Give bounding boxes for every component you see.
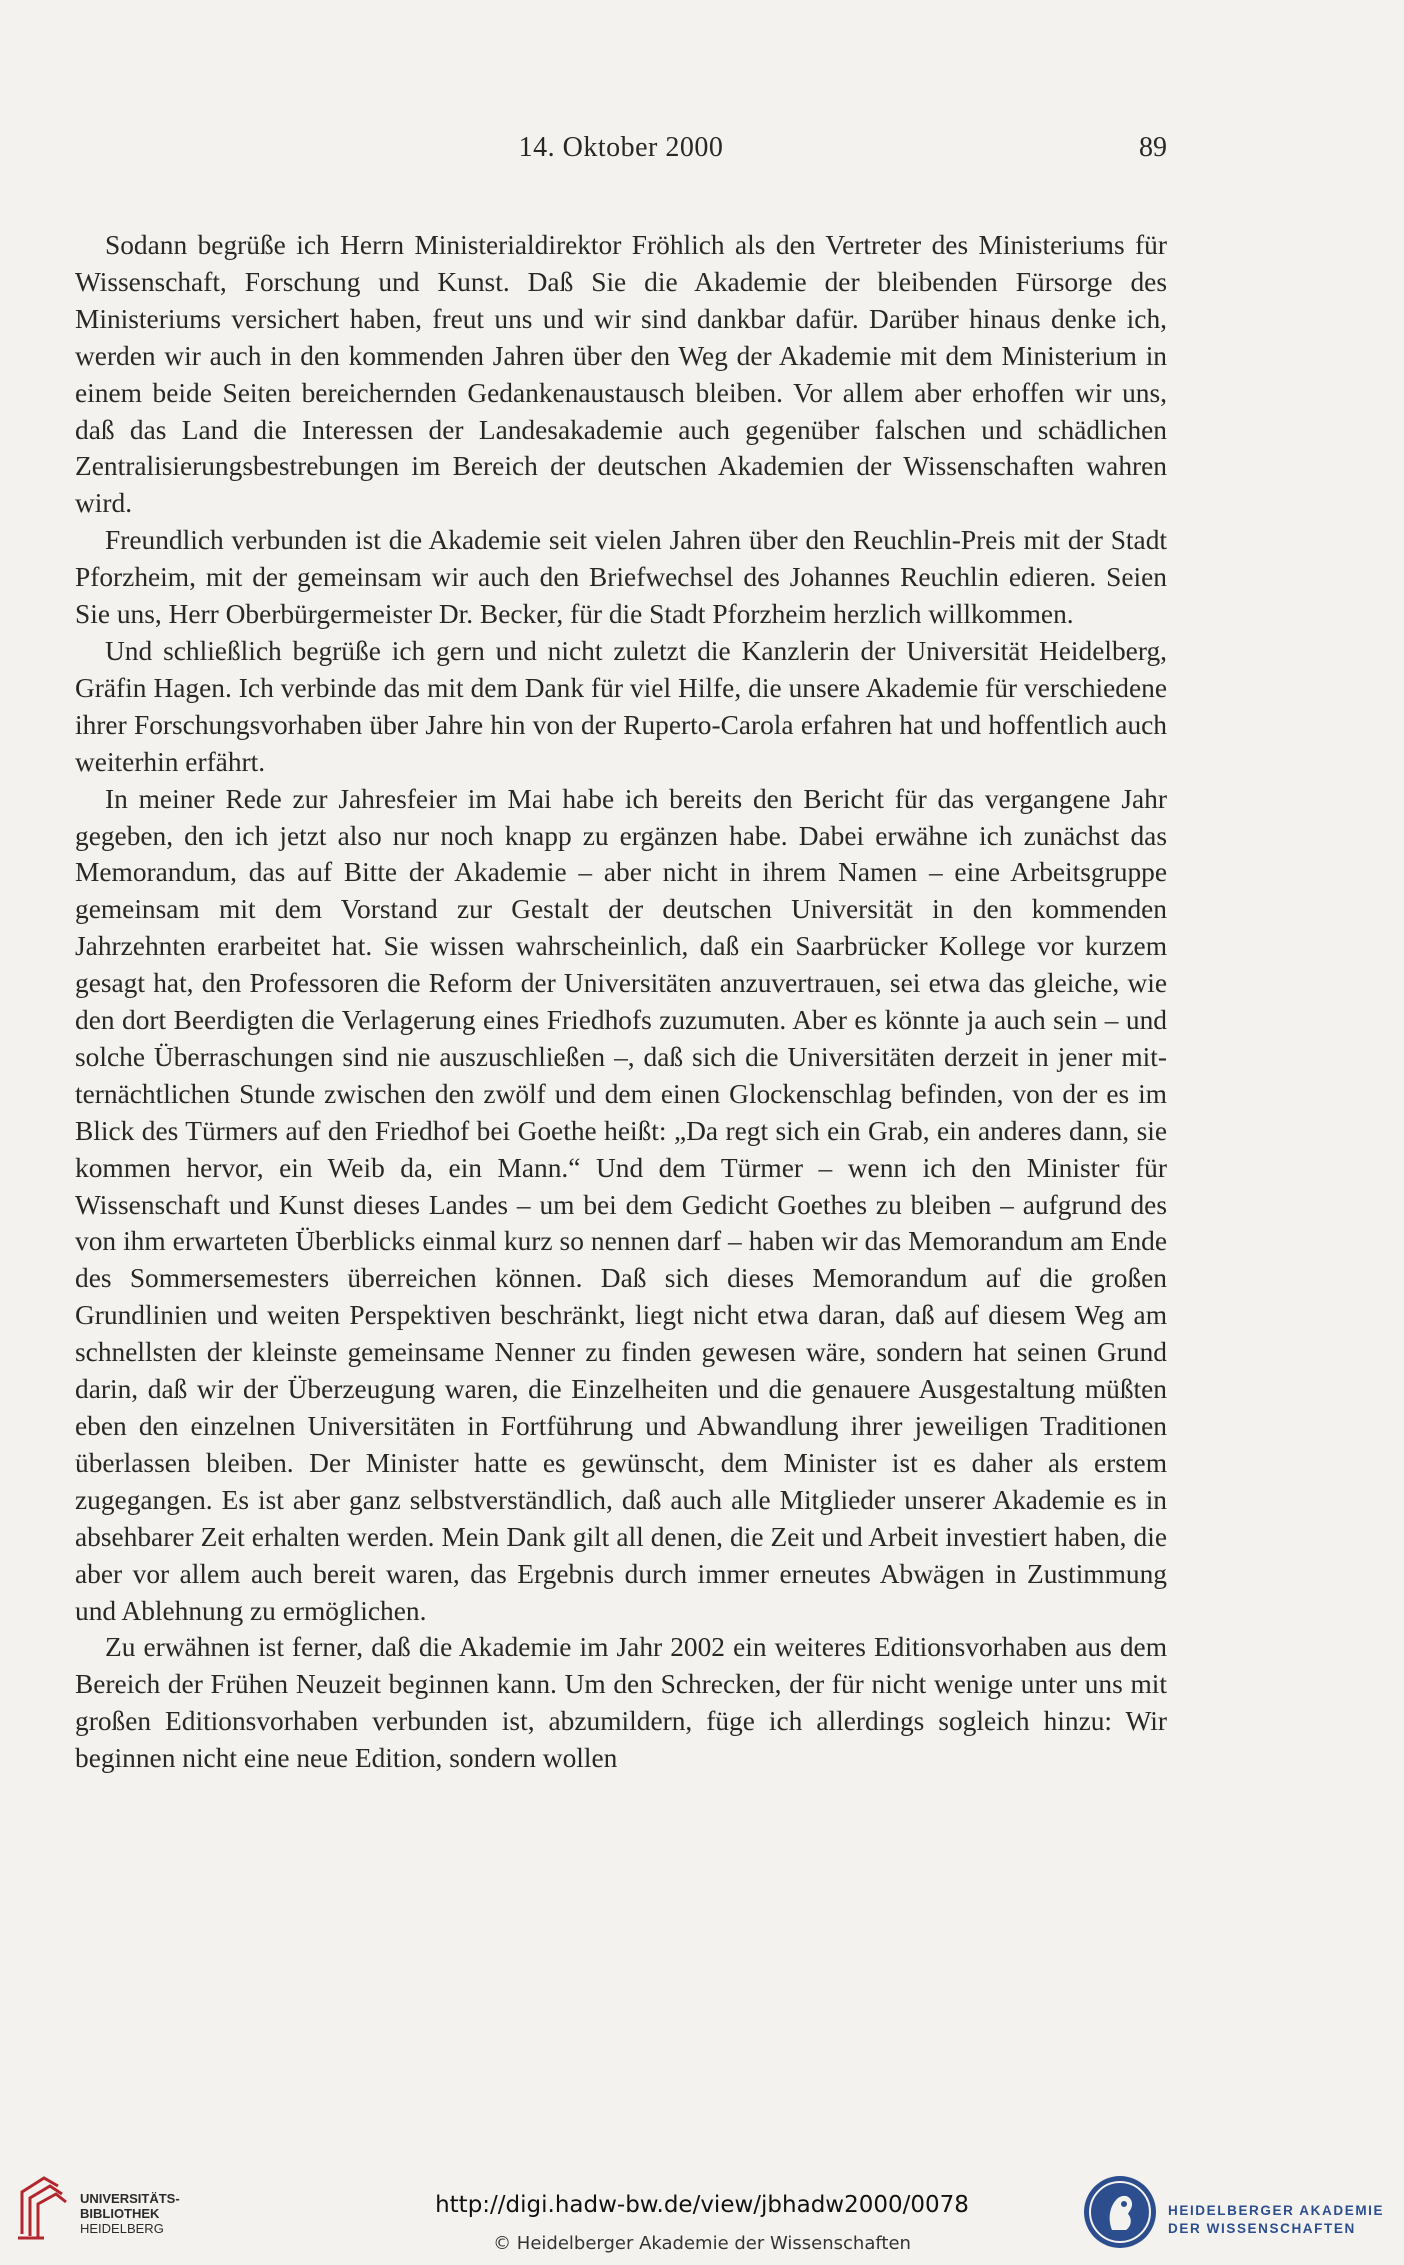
copyright-notice: © Heidelberger Akademie der Wissenschaften: [493, 2233, 911, 2254]
body-text: [75, 227, 1167, 1777]
paragraph: Zu erwähnen ist ferner, daß die Akademie im Jahr 2002 ein weiteres Editionsvorhaben aus dem Bereich der Frühen Neuzeit beginnen kann. Um den Schrecken, der für nicht wenige unter uns mit großen Editionsvorhaben verbunden ist, abzumildern, füge ich allerdings sogleich hinzu: Wir beginnen nicht eine neue Edition, sondern wollen: [75, 1632, 1167, 1774]
source-url-link[interactable]: http://digi.hadw-bw.de/view/jbhadw2000/0078: [435, 2192, 969, 2218]
paragraph: Und schließlich begrüße ich gern und nicht zuletzt die Kanzlerin der Universität Heidelberg, Gräfin Hagen. Ich verbinde das mit dem Dank für viel Hilfe, die unsere Akademie für verschiedene ihrer Forschungsvorhaben über Jahre hin von der Ruperto-Carola erfahren hat und hoffentlich auch weiterhin erfährt.: [75, 635, 1167, 777]
academy-line-1: HEIDELBERGER AKADEMIE: [1168, 2203, 1385, 2218]
paragraph: In meiner Rede zur Jahresfeier im Mai habe ich bereits den Bericht für das vergangene Jahr gegeben, den ich jetzt also nur noch knapp zu ergänzen habe. Dabei erwähne ich zunächst das Memorandum, das auf Bitte der Akademie – aber nicht in ihrem Namen – eine Arbeitsgruppe gemeinsam mit dem Vorstand zur Gestalt der deutschen Universität in den kommenden Jahrzehnten erarbeitet hat. Sie wissen wahrscheinlich, daß ein Saarbrücker Kollege vor kurzem gesagt hat, den Professoren die Reform der Universitäten anzuvertrauen, sei etwa das gleiche, wie den dort Beerdigten die Verlagerung eines Friedhofs zuzumuten. Aber es könnte ja auch sein – und solche Überraschungen sind nie auszuschließen –, daß sich die Universitäten derzeit in jener mitternächtlichen Stunde zwischen den zwölf und dem einen Glockenschlag befinden, von der es im Blick des Türmers auf den Friedhof bei Goethe heißt: „Da regt sich ein Grab, ein anderes dann, sie kommen hervor, ein Weib da, ein Mann.“ Und dem Türmer – wenn ich den Minister für Wissenschaft und Kunst dieses Landes – um bei dem Gedicht Goethes zu bleiben – aufgrund des von ihm erwarteten Überblicks einmal kurz so nennen darf – haben wir das Memorandum am Ende des Sommersemesters überreichen können. Daß sich dieses Memorandum auf die großen Grundlinien und weiten Perspektiven beschränkt, liegt nicht etwa daran, daß auf diesem Weg am schnellsten der kleinste gemeinsame Nenner zu finden gewesen wäre, sondern hat seinen Grund darin, daß wir der Überzeugung waren, die Einzelheiten und die genauere Ausgestaltung müßten eben den einzelnen Universitäten in Fortführung und Abwandlung ihrer jeweiligen Traditionen überlassen bleiben. Der Minister hatte es gewünscht, dem Minister ist es daher als erstem zugegangen. Es ist aber ganz selbstverständlich, daß auch alle Mitglieder unserer Akademie es in absehbarer Zeit erhalten werden. Mein Dank gilt all denen, die Zeit und Arbeit investiert haben, die aber vor allem auch bereit waren, das Ergebnis durch immer erneutes Abwägen in Zustimmung und Ablehnung zu ermöglichen.: [75, 783, 1167, 1626]
page-header: [75, 132, 1167, 172]
academy-label: [1168, 2202, 1398, 2238]
library-line-3: HEIDELBERG: [80, 2221, 164, 2236]
paragraph: Freundlich verbunden ist die Akademie seit vielen Jahren über den Reuchlin-Preis mit der Stadt Pforzheim, mit der gemeinsam wir auch den Briefwechsel des Johannes Reuchlin edieren. Seien Sie uns, Herr Oberbürgermeister Dr. Becker, für die Stadt Pforzheim herzlich willkommen.: [75, 525, 1167, 630]
academy-line-2: DER WISSENSCHAFTEN: [1168, 2221, 1356, 2236]
page-number: 89: [1139, 132, 1167, 163]
paragraph: Sodann begrüße ich Herrn Ministerialdirektor Fröhlich als den Vertreter des Ministeriums für Wissenschaft, Forschung und Kunst. Daß Sie die Akademie der bleibenden Fürsorge des Ministeriums versichert haben, freut uns und wir sind dankbar dafür. Darüber hinaus denke ich, werden wir auch in den kommenden Jahren über den Weg der Akademie mit dem Ministerium in einem beide Seiten bereichernden Gedankenaustausch bleiben. Vor allem aber erhoffen wir uns, daß das Land die Interessen der Landesakademie auch gegenüber falschen und schädlichen Zentralisierungsbestrebungen im Bereich der deutschen Akademien der Wissenschaften wahren wird.: [75, 230, 1167, 519]
library-line-1: UNIVERSITÄTS-: [80, 2191, 180, 2206]
running-head: 14. Oktober 2000: [518, 132, 724, 163]
library-line-2: BIBLIOTHEK: [80, 2206, 160, 2221]
academy-seal-icon[interactable]: [1082, 2174, 1158, 2250]
